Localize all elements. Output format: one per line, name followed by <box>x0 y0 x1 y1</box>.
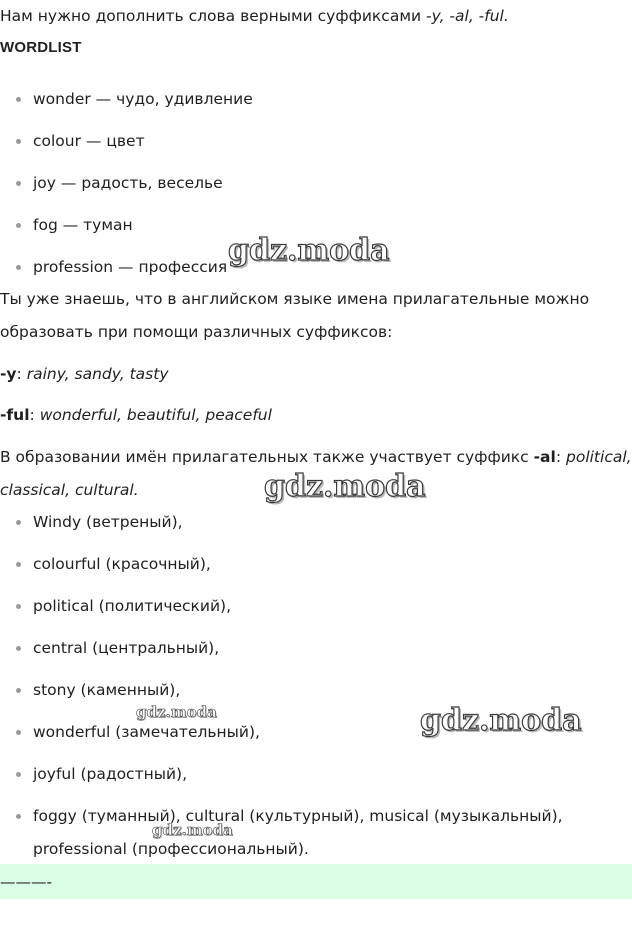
answer-item-label: joyful (радостный), <box>33 765 188 783</box>
watermark-logo: gdz.moda <box>420 703 582 738</box>
answer-item-label: professional (профессиональный). <box>33 840 309 858</box>
watermark-logo: gdz.moda <box>136 703 217 721</box>
bullet-icon <box>16 562 21 567</box>
intro-suffixes: -y, -al, -ful. <box>426 7 509 25</box>
al-note-line-2 <box>0 480 139 500</box>
suffix-example-y: -y: rainy, sandy, tasty <box>0 365 169 383</box>
wordlist-item-label: wonder — чудо, удивление <box>33 90 253 108</box>
suffix-examples: rainy, sandy, tasty <box>26 365 169 383</box>
watermark-logo: gdz.moda <box>264 469 426 504</box>
answer-item-label: wonderful (замечательный), <box>33 723 260 741</box>
wordlist-item-label: colour — цвет <box>33 132 145 150</box>
wordlist-heading: WORDLIST <box>0 39 82 56</box>
intro-text <box>0 6 509 26</box>
watermark-logo: gdz.moda <box>228 233 390 268</box>
suffix-examples: wonderful, beautiful, peaceful <box>39 406 272 424</box>
intro-sentence: Нам нужно дополнить слова верными суффиксами <box>0 7 427 25</box>
footer-separator: ———- <box>0 873 53 891</box>
answer-item-label: foggy (туманный), cultural (культурный), musical (музыкальный), <box>33 807 563 825</box>
bullet-icon <box>16 265 21 270</box>
bullet-icon <box>16 688 21 693</box>
answer-item-label: stony (каменный), <box>33 681 181 699</box>
answer-item-label: colourful (красочный), <box>33 555 211 573</box>
explanation-line-2: образовать при помощи различных суффиксов: <box>0 323 393 341</box>
suffix-example-ful: -ful: wonderful, beautiful, peaceful <box>0 406 272 424</box>
bullet-icon <box>16 181 21 186</box>
explanation-line-1: Ты уже знаешь, что в английском языке имена прилагательные можно <box>0 290 590 308</box>
bullet-icon <box>16 772 21 777</box>
suffix-label: -y <box>0 365 17 383</box>
footer-bar <box>0 864 632 899</box>
al-note-examples-cont: classical, cultural. <box>0 481 139 499</box>
answer-item-label: Windy (ветреный), <box>33 513 183 531</box>
bullet-icon <box>16 139 21 144</box>
bullet-icon <box>16 730 21 735</box>
bullet-icon <box>16 646 21 651</box>
bullet-icon <box>16 520 21 525</box>
bullet-icon <box>16 97 21 102</box>
bullet-icon <box>16 604 21 609</box>
al-note-suffix: -al <box>533 448 556 466</box>
watermark-logo: gdz.moda <box>152 821 233 839</box>
answer-item-label: central (центральный), <box>33 639 220 657</box>
wordlist-item-label: joy — радость, веселье <box>33 174 223 192</box>
answer-item-label: political (политический), <box>33 597 232 615</box>
bullet-icon <box>16 223 21 228</box>
al-note-line-1: В образовании имён прилагательных также участвует суффикс -al: political, <box>0 448 632 466</box>
al-note-text: В образовании имён прилагательных также участвует суффикс <box>0 448 534 466</box>
bullet-icon <box>16 814 21 819</box>
al-note-examples: political, <box>566 448 632 466</box>
suffix-label: -ful <box>0 406 30 424</box>
wordlist-item-label: profession — профессия <box>33 258 228 276</box>
wordlist-item-label: fog — туман <box>33 216 133 234</box>
